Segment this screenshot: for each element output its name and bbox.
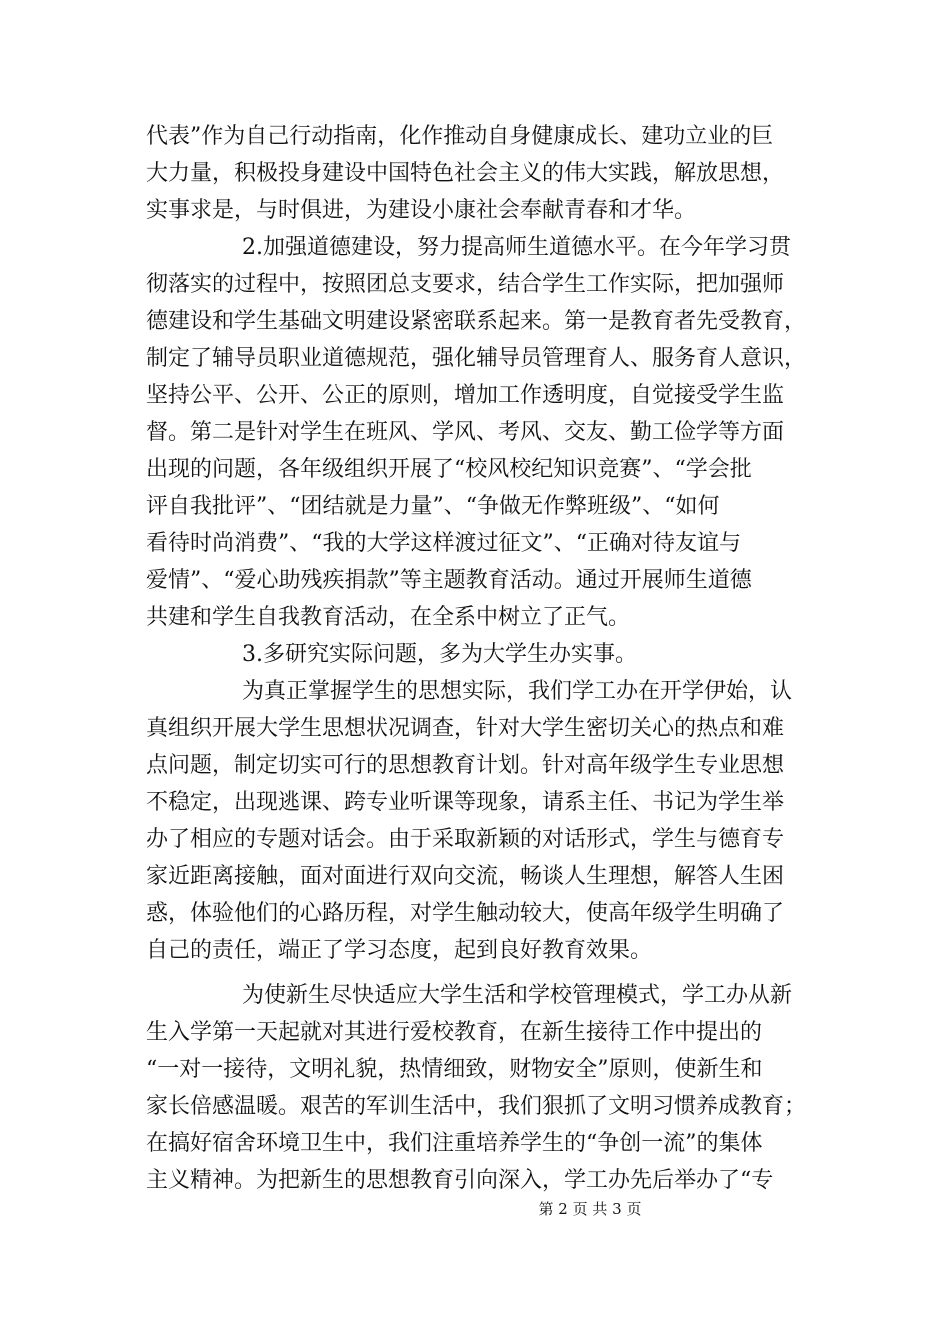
body-text — [146, 118, 814, 1199]
text-line: 制定了辅导员职业道德规范，强化辅导员管理育人、服务育人意识， — [146, 346, 807, 371]
section-heading-3: 3.多研究实际问题，多为大学生办实事。 — [242, 642, 637, 667]
text-line: 实事求是，与时俱进，为建设小康社会奉献青春和才华。 — [146, 198, 697, 223]
text-line: 点问题，制定切实可行的思想教育计划。针对高年级学生专业思想 — [146, 753, 785, 778]
section-heading-2: 2.加强道德建设，努力提高师生道德水平。在今年学习贯 — [242, 235, 791, 260]
page-number: 第 2 页 共 3 页 — [538, 1200, 642, 1218]
text-line: 在搞好宿舍环境卫生中，我们注重培养学生的“争创一流”的集体 — [146, 1131, 763, 1156]
text-line: 评自我批评”、“团结就是力量”、“争做无作弊班级”、“如何 — [146, 494, 720, 519]
paragraph-first-line: 为使新生尽快适应大学生活和学校管理模式，学工办从新 — [242, 983, 793, 1008]
text-line: 主义精神。为把新生的思想教育引向深入，学工办先后举办了“专 — [146, 1168, 774, 1193]
text-line: 彻落实的过程中，按照团总支要求，结合学生工作实际，把加强师 — [146, 272, 785, 297]
text-line: 代表”作为自己行动指南，化作推动自身健康成长、建功立业的巨 — [146, 124, 774, 149]
text-line: 大力量，积极投身建设中国特色社会主义的伟大实践，解放思想， — [146, 161, 785, 186]
text-line: 办了相应的专题对话会。由于采取新颖的对话形式，学生与德育专 — [146, 827, 785, 852]
text-line: 自己的责任，端正了学习态度，起到良好教育效果。 — [146, 938, 653, 963]
text-line: 爱情”、“爱心助残疾捐款”等主题教育活动。通过开展师生道德 — [146, 568, 752, 593]
text-line: 生入学第一天起就对其进行爱校教育，在新生接待工作中提出的 — [146, 1020, 763, 1045]
text-line: “一对一接待，文明礼貌，热情细致，财物安全”原则，使新生和 — [146, 1057, 763, 1082]
text-line: 真组织开展大学生思想状况调查，针对大学生密切关心的热点和难 — [146, 716, 785, 741]
text-line: 不稳定，出现逃课、跨专业听课等现象，请系主任、书记为学生举 — [146, 790, 785, 815]
text-line: 德建设和学生基础文明建设紧密联系起来。第一是教育者先受教育， — [146, 309, 807, 334]
text-line: 督。第二是针对学生在班风、学风、考风、交友、勤工俭学等方面 — [146, 420, 785, 445]
text-line: 家近距离接触，面对面进行双向交流，畅谈人生理想，解答人生困 — [146, 864, 785, 889]
text-line: 家长倍感温暖。艰苦的军训生活中，我们狠抓了文明习惯养成教育； — [146, 1094, 807, 1119]
text-line: 惑，体验他们的心路历程，对学生触动较大，使高年级学生明确了 — [146, 901, 785, 926]
text-line: 看待时尚消费”、“我的大学这样渡过征文”、“正确对待友谊与 — [146, 531, 741, 556]
text-line: 共建和学生自我教育活动，在全系中树立了正气。 — [146, 605, 631, 630]
text-line: 出现的问题，各年级组织开展了“校风校纪知识竞赛”、“学会批 — [146, 457, 752, 482]
paragraph-first-line: 为真正掌握学生的思想实际，我们学工办在开学伊始，认 — [242, 679, 793, 704]
text-line: 坚持公平、公开、公正的原则，增加工作透明度，自觉接受学生监 — [146, 383, 785, 408]
